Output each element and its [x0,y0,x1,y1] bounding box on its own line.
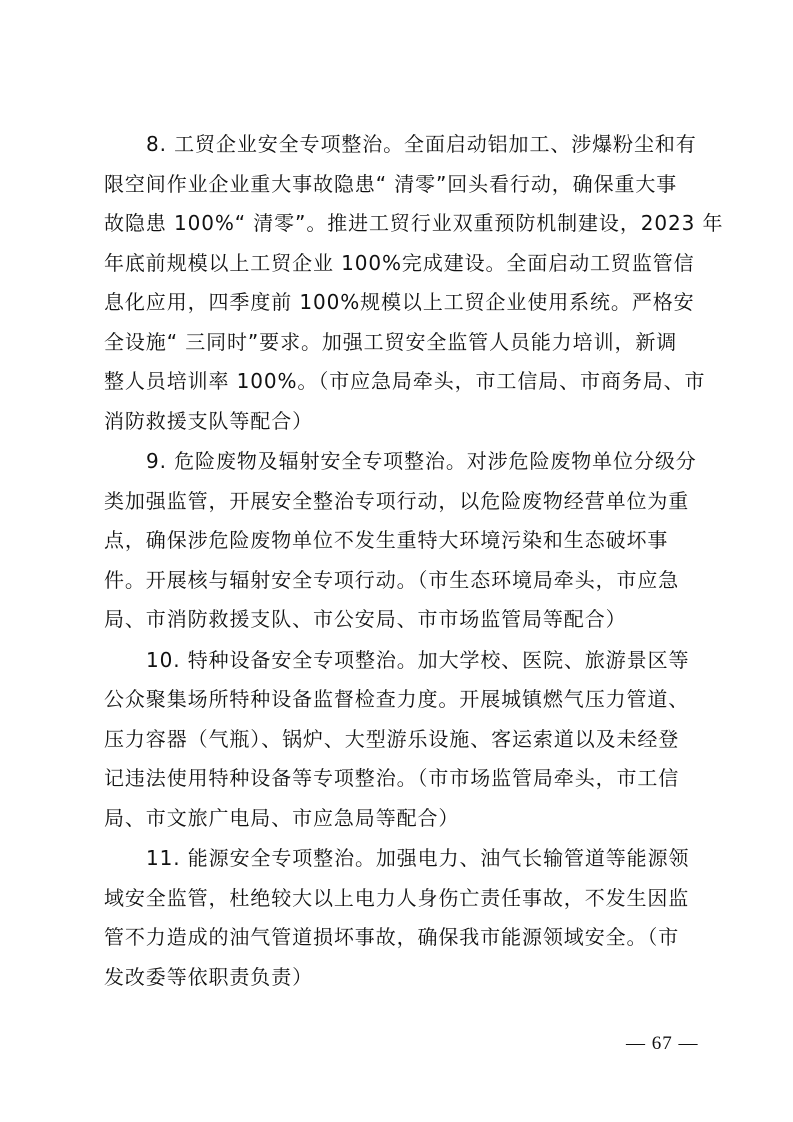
paragraph-line: 9. 危险废物及辐射安全专项整治。对涉危险废物单位分级分 [146,449,697,473]
paragraph-line: 公众聚集场所特种设备监督检查力度。开展城镇燃气压力管道、 [104,687,690,711]
paragraph-line: 记违法使用特种设备等专项整治。（市市场监管局牵头，市工信 [104,766,680,790]
paragraph-line: 全设施“ 三同时”要求。加强工贸安全监管人员能力培训，新调 [104,329,678,354]
paragraph-line: 局、市文旅广电局、市应急局等配合） [104,805,460,830]
paragraph-line: 故隐患 100%“ 清零”。推进工贸行业双重预防机制建设，2023 年 [104,211,724,235]
paragraph-line: 管不力造成的油气管道损坏事故，确保我市能源领域安全。（市 [104,925,680,949]
document-body [104,125,724,998]
paragraph-line: 年底前规模以上工贸企业 100%完成建设。全面启动工贸监管信 [104,250,695,275]
paragraph-line: 类加强监管，开展安全整治专项行动，以危险废物经营单位为重 [104,488,690,513]
paragraph-energy-safety [104,839,694,997]
page-number: — 67 — [626,1033,699,1054]
paragraph-line: 域安全监管，杜绝较大以上电力人身伤亡责任事故，不发生因监 [104,885,690,910]
paragraph-line: 发改委等依职责负责） [104,964,313,989]
paragraph-industrial-trade-safety [104,125,724,441]
paragraph-line: 消防救援支队等配合） [104,408,313,433]
paragraph-line: 息化应用，四季度前 100%规模以上工贸企业使用系统。严格安 [104,290,695,314]
paragraph-special-equipment [104,641,694,839]
paragraph-line: 限空间作业企业重大事故隐患“ 清零”回头看行动，确保重大事 [104,171,678,196]
paragraph-line: 10. 特种设备安全专项整治。加大学校、医院、旅游景区等 [146,647,690,672]
paragraph-line: 8. 工贸企业安全专项整治。全面启动铝加工、涉爆粉尘和有 [146,132,697,156]
paragraph-line: 局、市消防救援支队、市公安局、市市场监管局等配合） [104,607,627,631]
paragraph-hazardous-waste-radiation [104,442,697,640]
paragraph-line: 点，确保涉危险废物单位不发生重特大环境污染和生态破坏事 [104,528,669,552]
paragraph-line: 整人员培训率 100%。（市应急局牵头，市工信局、市商务局、市 [104,369,706,393]
paragraph-line: 件。开展核与辐射安全专项行动。（市生态环境局牵头，市应急 [104,567,680,592]
paragraph-line: 11. 能源安全专项整治。加强电力、油气长输管道等能源领 [146,846,690,870]
paragraph-line: 压力容器（气瓶）、锅炉、大型游乐设施、客运索道以及未经登 [104,726,680,751]
